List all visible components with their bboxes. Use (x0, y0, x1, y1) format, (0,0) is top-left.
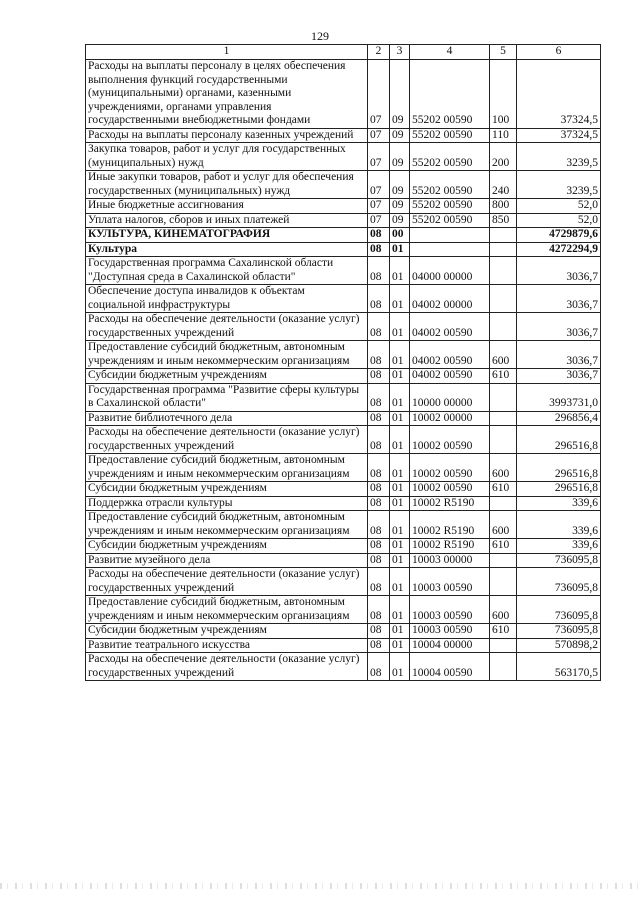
table-row (86, 568, 601, 596)
row-target-article: 04002 00590 (410, 369, 490, 384)
row-subsection: 01 (390, 638, 410, 653)
row-name: Иные закупки товаров, работ и услуг для обеспечения государственных (муниципальных) нужд (86, 171, 368, 199)
row-subsection: 01 (390, 496, 410, 511)
row-subsection: 01 (390, 539, 410, 554)
row-expense-type (490, 242, 517, 257)
row-target-article: 55202 00590 (410, 171, 490, 199)
table-row (86, 624, 601, 639)
row-name: Поддержка отрасли культуры (86, 496, 368, 511)
row-amount: 736095,8 (517, 624, 601, 639)
row-amount: 339,6 (517, 496, 601, 511)
scan-artifact (0, 883, 640, 889)
row-section: 08 (368, 257, 390, 285)
row-amount: 3239,5 (517, 171, 601, 199)
row-subsection: 09 (390, 213, 410, 228)
table-row (86, 60, 601, 129)
budget-table (85, 44, 601, 681)
row-expense-type (490, 638, 517, 653)
header-col-name: 1 (86, 45, 368, 60)
row-subsection: 09 (390, 171, 410, 199)
row-subsection: 01 (390, 383, 410, 411)
row-amount: 736095,8 (517, 568, 601, 596)
row-name: Развитие театрального искусства (86, 638, 368, 653)
row-target-article: 10003 00590 (410, 596, 490, 624)
row-expense-type (490, 228, 517, 243)
row-subsection: 00 (390, 228, 410, 243)
row-subsection: 09 (390, 60, 410, 129)
row-target-article: 04002 00590 (410, 341, 490, 369)
row-expense-type: 200 (490, 143, 517, 171)
row-target-article: 55202 00590 (410, 128, 490, 143)
row-section: 08 (368, 653, 390, 681)
header-col-section: 2 (368, 45, 390, 60)
table-row (86, 171, 601, 199)
row-section: 08 (368, 242, 390, 257)
row-expense-type: 610 (490, 369, 517, 384)
row-target-article: 10004 00000 (410, 638, 490, 653)
row-name: КУЛЬТУРА, КИНЕМАТОГРАФИЯ (86, 228, 368, 243)
row-subsection: 01 (390, 242, 410, 257)
row-expense-type: 600 (490, 454, 517, 482)
row-target-article: 10003 00590 (410, 568, 490, 596)
header-col-expense-type: 5 (490, 45, 517, 60)
row-expense-type: 100 (490, 60, 517, 129)
row-name: Субсидии бюджетным учреждениям (86, 624, 368, 639)
row-name: Развитие музейного дела (86, 553, 368, 568)
row-subsection: 09 (390, 143, 410, 171)
row-target-article: 04002 00000 (410, 285, 490, 313)
row-name: Развитие библиотечного дела (86, 411, 368, 426)
row-subsection: 01 (390, 454, 410, 482)
row-section: 07 (368, 60, 390, 129)
row-name: Расходы на обеспечение деятельности (оказание услуг) государственных учреждений (86, 313, 368, 341)
row-expense-type: 600 (490, 341, 517, 369)
row-amount: 3239,5 (517, 143, 601, 171)
row-expense-type (490, 553, 517, 568)
row-name: Расходы на выплаты персоналу в целях обеспечения выполнения функций государственными (муниципальными) органами, казенными учреждениями, органами управления государственными внебюджетными фондами (86, 60, 368, 129)
row-target-article: 10004 00590 (410, 653, 490, 681)
row-section: 08 (368, 383, 390, 411)
row-section: 08 (368, 426, 390, 454)
row-target-article: 10002 00000 (410, 411, 490, 426)
row-amount: 296516,8 (517, 482, 601, 497)
row-expense-type: 850 (490, 213, 517, 228)
row-amount: 3036,7 (517, 285, 601, 313)
table-row (86, 285, 601, 313)
row-subsection: 01 (390, 369, 410, 384)
row-target-article: 55202 00590 (410, 213, 490, 228)
row-subsection: 01 (390, 482, 410, 497)
row-name: Закупка товаров, работ и услуг для государственных (муниципальных) нужд (86, 143, 368, 171)
row-amount: 339,6 (517, 511, 601, 539)
table-row (86, 199, 601, 214)
row-expense-type (490, 568, 517, 596)
row-name: Государственная программа Сахалинской области "Доступная среда в Сахалинской области" (86, 257, 368, 285)
row-amount: 296516,8 (517, 426, 601, 454)
row-section: 08 (368, 313, 390, 341)
row-target-article: 10002 R5190 (410, 496, 490, 511)
row-expense-type (490, 653, 517, 681)
row-subsection: 01 (390, 313, 410, 341)
row-amount: 4729879,6 (517, 228, 601, 243)
row-name: Предоставление субсидий бюджетным, автономным учреждениям и иным некоммерческим организациям (86, 454, 368, 482)
row-expense-type: 600 (490, 596, 517, 624)
row-target-article: 10002 00590 (410, 426, 490, 454)
table-row (86, 653, 601, 681)
row-name: Расходы на обеспечение деятельности (оказание услуг) государственных учреждений (86, 653, 368, 681)
row-expense-type (490, 257, 517, 285)
table-row (86, 411, 601, 426)
row-amount: 570898,2 (517, 638, 601, 653)
row-name: Уплата налогов, сборов и иных платежей (86, 213, 368, 228)
row-subsection: 01 (390, 596, 410, 624)
row-target-article: 10000 00000 (410, 383, 490, 411)
row-section: 08 (368, 638, 390, 653)
row-section: 08 (368, 228, 390, 243)
table-row (86, 128, 601, 143)
row-name: Культура (86, 242, 368, 257)
row-target-article: 10002 R5190 (410, 539, 490, 554)
row-amount: 736095,8 (517, 553, 601, 568)
header-col-amount: 6 (517, 45, 601, 60)
row-subsection: 01 (390, 411, 410, 426)
row-expense-type (490, 285, 517, 313)
table-row (86, 213, 601, 228)
row-section: 07 (368, 171, 390, 199)
row-expense-type (490, 383, 517, 411)
table-row (86, 482, 601, 497)
table-row (86, 242, 601, 257)
row-subsection: 01 (390, 426, 410, 454)
row-section: 08 (368, 539, 390, 554)
row-subsection: 01 (390, 624, 410, 639)
row-expense-type: 600 (490, 511, 517, 539)
row-amount: 52,0 (517, 199, 601, 214)
row-subsection: 01 (390, 341, 410, 369)
row-name: Субсидии бюджетным учреждениям (86, 539, 368, 554)
row-amount: 3036,7 (517, 369, 601, 384)
row-target-article: 04002 00590 (410, 313, 490, 341)
row-amount: 296516,8 (517, 454, 601, 482)
row-target-article: 55202 00590 (410, 60, 490, 129)
row-section: 08 (368, 454, 390, 482)
row-target-article: 55202 00590 (410, 199, 490, 214)
table-row (86, 553, 601, 568)
row-expense-type: 610 (490, 539, 517, 554)
row-subsection: 01 (390, 568, 410, 596)
row-name: Государственная программа "Развитие сферы культуры в Сахалинской области" (86, 383, 368, 411)
row-subsection: 01 (390, 553, 410, 568)
row-target-article: 04000 00000 (410, 257, 490, 285)
row-amount: 3036,7 (517, 341, 601, 369)
row-amount: 563170,5 (517, 653, 601, 681)
table-row (86, 143, 601, 171)
row-subsection: 01 (390, 257, 410, 285)
table-row (86, 426, 601, 454)
row-section: 07 (368, 128, 390, 143)
row-section: 08 (368, 496, 390, 511)
row-name: Предоставление субсидий бюджетным, автономным учреждениям и иным некоммерческим организациям (86, 341, 368, 369)
table-row (86, 257, 601, 285)
row-section: 08 (368, 568, 390, 596)
row-amount: 736095,8 (517, 596, 601, 624)
table-row (86, 313, 601, 341)
row-target-article: 10002 00590 (410, 454, 490, 482)
table-row (86, 511, 601, 539)
row-name: Субсидии бюджетным учреждениям (86, 482, 368, 497)
row-name: Расходы на обеспечение деятельности (оказание услуг) государственных учреждений (86, 568, 368, 596)
row-expense-type (490, 411, 517, 426)
row-expense-type: 240 (490, 171, 517, 199)
row-amount: 37324,5 (517, 128, 601, 143)
row-name: Предоставление субсидий бюджетным, автономным учреждениям и иным некоммерческим организациям (86, 596, 368, 624)
row-expense-type (490, 313, 517, 341)
row-target-article (410, 242, 490, 257)
row-section: 08 (368, 482, 390, 497)
row-subsection: 01 (390, 285, 410, 313)
row-amount: 3993731,0 (517, 383, 601, 411)
row-section: 08 (368, 341, 390, 369)
page-number: 129 (311, 29, 329, 43)
row-section: 08 (368, 553, 390, 568)
row-amount: 3036,7 (517, 257, 601, 285)
row-expense-type (490, 426, 517, 454)
row-amount: 37324,5 (517, 60, 601, 129)
row-section: 07 (368, 143, 390, 171)
row-section: 08 (368, 285, 390, 313)
row-amount: 4272294,9 (517, 242, 601, 257)
table-row (86, 341, 601, 369)
row-expense-type: 110 (490, 128, 517, 143)
row-target-article (410, 228, 490, 243)
table-row (86, 369, 601, 384)
row-target-article: 10002 00590 (410, 482, 490, 497)
row-name: Предоставление субсидий бюджетным, автономным учреждениям и иным некоммерческим организациям (86, 511, 368, 539)
row-amount: 3036,7 (517, 313, 601, 341)
row-name: Расходы на выплаты персоналу казенных учреждений (86, 128, 368, 143)
row-target-article: 55202 00590 (410, 143, 490, 171)
row-section: 08 (368, 624, 390, 639)
row-amount: 52,0 (517, 213, 601, 228)
row-subsection: 01 (390, 653, 410, 681)
table-header-row (86, 45, 601, 60)
row-name: Иные бюджетные ассигнования (86, 199, 368, 214)
row-amount: 296856,4 (517, 411, 601, 426)
row-subsection: 09 (390, 199, 410, 214)
row-name: Обеспечение доступа инвалидов к объектам социальной инфраструктуры (86, 285, 368, 313)
row-expense-type (490, 496, 517, 511)
table-row (86, 539, 601, 554)
row-subsection: 01 (390, 511, 410, 539)
row-section: 08 (368, 411, 390, 426)
table-row (86, 228, 601, 243)
table-row (86, 454, 601, 482)
row-target-article: 10003 00590 (410, 624, 490, 639)
row-section: 08 (368, 369, 390, 384)
row-amount: 339,6 (517, 539, 601, 554)
table-row (86, 496, 601, 511)
table-row (86, 383, 601, 411)
row-section: 08 (368, 511, 390, 539)
row-subsection: 09 (390, 128, 410, 143)
header-col-target-article: 4 (410, 45, 490, 60)
row-expense-type: 800 (490, 199, 517, 214)
row-expense-type: 610 (490, 624, 517, 639)
row-section: 08 (368, 596, 390, 624)
row-expense-type: 610 (490, 482, 517, 497)
row-name: Субсидии бюджетным учреждениям (86, 369, 368, 384)
row-section: 07 (368, 199, 390, 214)
header-col-subsection: 3 (390, 45, 410, 60)
row-name: Расходы на обеспечение деятельности (оказание услуг) государственных учреждений (86, 426, 368, 454)
row-section: 07 (368, 213, 390, 228)
table-row (86, 638, 601, 653)
table-row (86, 596, 601, 624)
row-target-article: 10002 R5190 (410, 511, 490, 539)
row-target-article: 10003 00000 (410, 553, 490, 568)
